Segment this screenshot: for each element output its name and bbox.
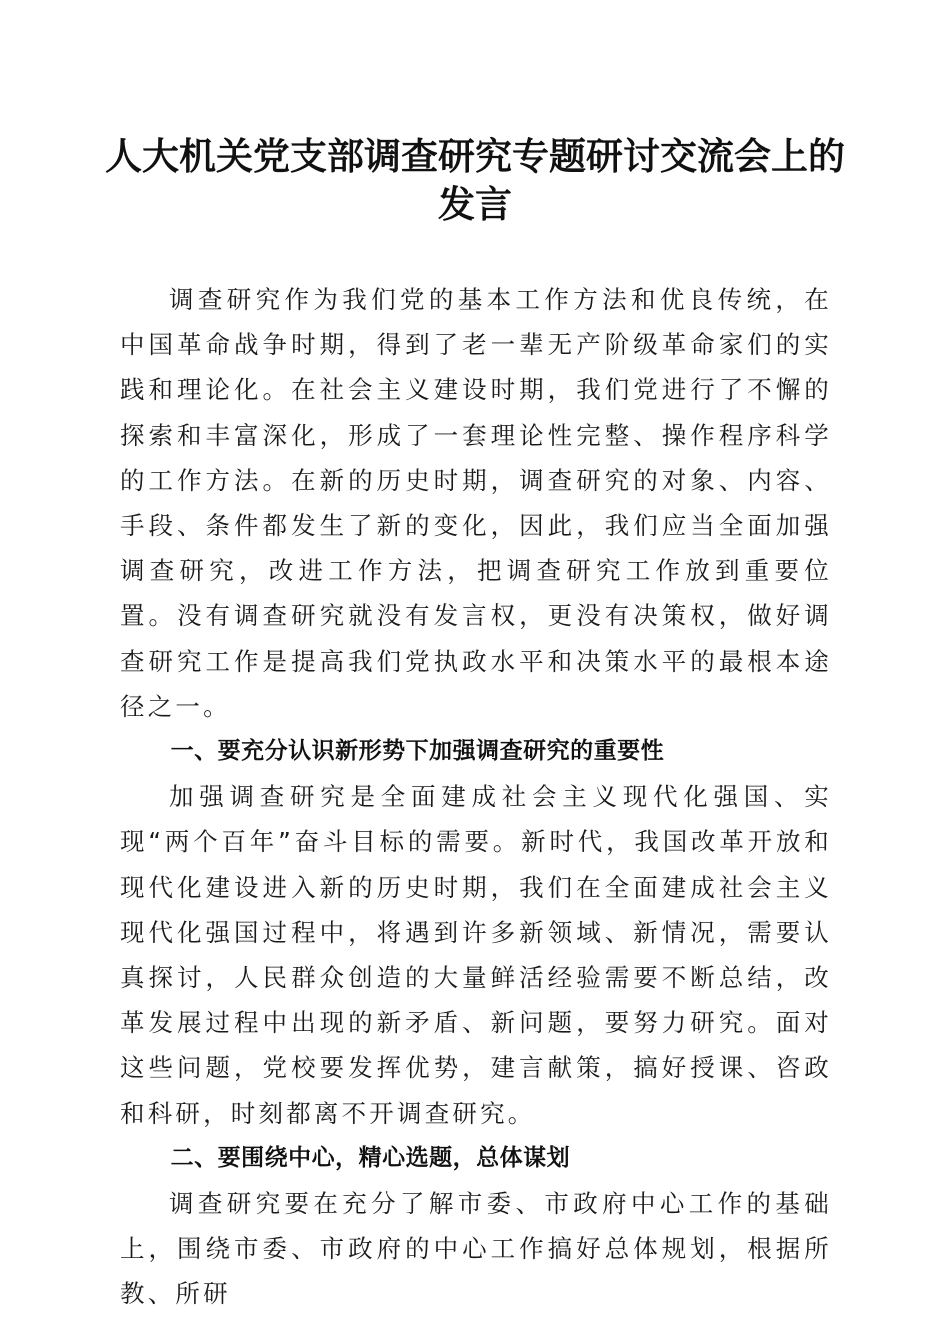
document-body xyxy=(120,277,832,1317)
section-heading-1: 一、要充分认识新形势下加强调查研究的重要性 xyxy=(170,738,665,765)
document-title: 人大机关党支部调查研究专题研讨交流会上的发言 xyxy=(105,134,845,226)
section-heading-2: 二、要围绕中心，精心选题，总体谋划 xyxy=(170,1144,571,1171)
section-2-paragraph: 调查研究要在充分了解市委、市政府中心工作的基础上，围绕市委、市政府的中心工作搞好总体规划，根据所教、所研 xyxy=(120,1189,832,1309)
section-1-paragraph: 加强调查研究是全面建成社会主义现代化强国、实现“两个百年”奋斗目标的需要。新时代，我国改革开放和现代化建设进入新的历史时期，我们在全面建成社会主义现代化强国过程中，将遇到许多新领域、新情况，需要认真探讨，人民群众创造的大量鲜活经验需要不断总结，改革发展过程中出现的新矛盾、新问题，要努力研究。面对这些问题，党校要发挥优势，建言献策，搞好授课、咨政和科研，时刻都离不开调查研究。 xyxy=(120,782,832,1128)
intro-paragraph: 调查研究作为我们党的基本工作方法和优良传统，在中国革命战争时期，得到了老一辈无产阶级革命家们的实践和理论化。在社会主义建设时期，我们党进行了不懈的探索和丰富深化，形成了一套理论性完整、操作程序科学的工作方法。在新的历史时期，调查研究的对象、内容、手段、条件都发生了新的变化，因此，我们应当全面加强调查研究，改进工作方法，把调查研究工作放到重要位置。没有调查研究就没有发言权，更没有决策权，做好调查研究工作是提高我们党执政水平和决策水平的最根本途径之一。 xyxy=(120,285,832,721)
